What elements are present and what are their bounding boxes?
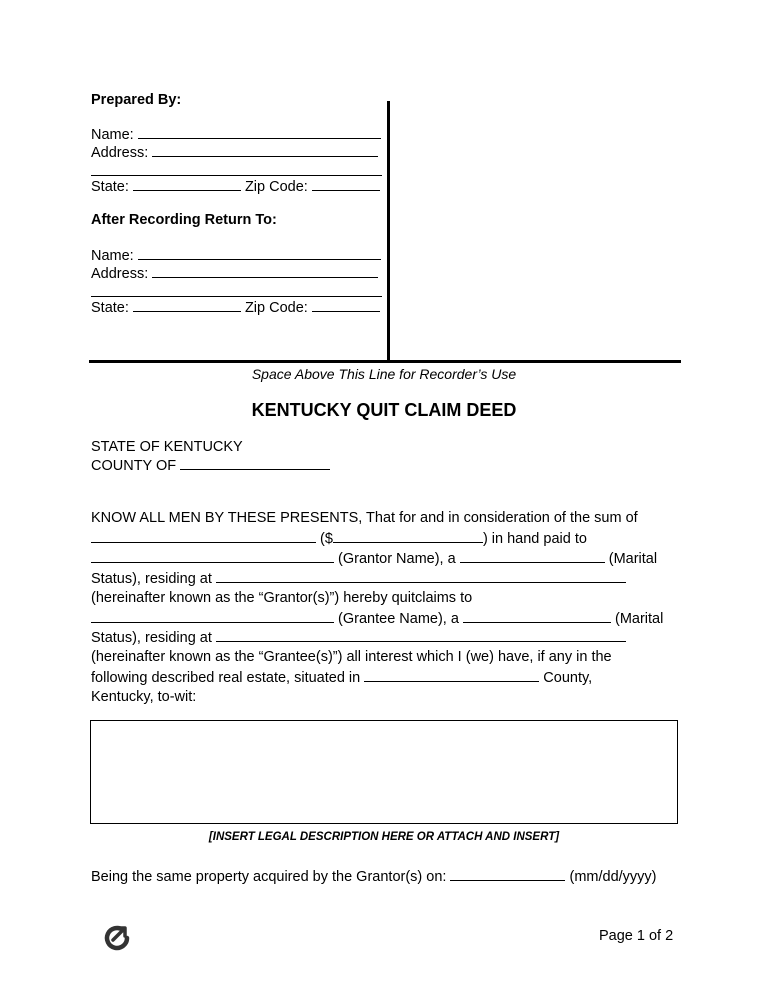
prepared-address-field[interactable] (152, 144, 378, 157)
legal-description-box[interactable] (90, 720, 678, 824)
legal-description-caption: [INSERT LEGAL DESCRIPTION HERE OR ATTACH AND INSERT] (208, 831, 560, 843)
paid-to-label: ) in hand paid to (482, 531, 587, 547)
venue-county-label: COUNTY OF (91, 458, 177, 474)
grantor-marital-field[interactable] (460, 550, 605, 563)
grantee-name-field[interactable] (91, 610, 334, 623)
dollar-label: ($ (320, 531, 333, 547)
prepared-address-label: Address: (91, 145, 149, 161)
prepared-state-row (91, 178, 380, 195)
prepared-by-heading: Prepared By: (91, 92, 182, 108)
grantor-name-field[interactable] (91, 550, 334, 563)
body-line-1: KNOW ALL MEN BY THESE PRESENTS, That for and in consideration of the sum of (91, 510, 638, 526)
document-title: KENTUCKY QUIT CLAIM DEED (251, 400, 517, 420)
venue-state: STATE OF KENTUCKY (91, 439, 243, 455)
prepared-zip-field[interactable] (312, 178, 380, 191)
venue-county-row (91, 457, 330, 474)
body-line-2 (91, 530, 587, 547)
property-county-field[interactable] (364, 669, 539, 682)
grantor-name-label: (Grantor Name), a (338, 551, 456, 567)
grantor-address-field[interactable] (216, 570, 626, 583)
consideration-amount-field[interactable] (333, 530, 483, 543)
prepared-name-row (91, 126, 381, 143)
return-name-row (91, 247, 381, 264)
return-name-label: Name: (91, 248, 134, 264)
return-address-field[interactable] (152, 265, 378, 278)
prepared-state-label: State: (91, 179, 129, 195)
grantee-marital-label: (Marital (614, 611, 664, 627)
recorder-note: Space Above This Line for Recorder’s Use (251, 366, 517, 382)
county-label: County, (543, 670, 593, 686)
venue-county-field[interactable] (180, 457, 330, 470)
return-name-field[interactable] (138, 247, 381, 260)
prepared-name-label: Name: (91, 127, 134, 143)
date-format-label: (mm/dd/yyyy) (569, 869, 657, 885)
acquired-label: Being the same property acquired by the Grantor(s) on: (91, 869, 447, 885)
return-state-row (91, 299, 380, 316)
return-state-field[interactable] (133, 299, 241, 312)
return-zip-label: Zip Code: (244, 300, 308, 316)
grantee-marital-field[interactable] (463, 610, 611, 623)
return-address-line-2[interactable] (91, 296, 382, 297)
grantee-address-field[interactable] (216, 629, 626, 642)
acquired-date-field[interactable] (450, 868, 565, 881)
grantor-marital-label: (Marital (608, 551, 658, 567)
prepared-name-field[interactable] (138, 126, 381, 139)
grantee-name-label: (Grantee Name), a (338, 611, 459, 627)
recorder-vertical-divider (387, 101, 390, 362)
return-to-heading: After Recording Return To: (91, 212, 277, 228)
body-line-5: (hereinafter known as the “Grantor(s)”) hereby quitclaims to (91, 590, 473, 606)
arrow-logo-icon (103, 922, 133, 952)
consideration-words-field[interactable] (91, 530, 316, 543)
prepared-address-row (91, 144, 378, 161)
body-line-3 (91, 550, 657, 567)
recorder-horizontal-divider (89, 360, 681, 363)
return-address-label: Address: (91, 266, 149, 282)
situated-in-label: following described real estate, situated in (91, 670, 361, 686)
return-state-label: State: (91, 300, 129, 316)
page-number: Page 1 of 2 (599, 928, 674, 944)
grantee-residing-label: Status), residing at (91, 630, 212, 646)
return-address-row (91, 265, 378, 282)
body-line-4 (91, 570, 626, 587)
prepared-state-field[interactable] (133, 178, 241, 191)
body-line-7 (91, 629, 626, 646)
body-line-10: Kentucky, to-wit: (91, 689, 197, 705)
body-line-6 (91, 610, 663, 627)
acquired-row (91, 868, 657, 885)
return-zip-field[interactable] (312, 299, 380, 312)
body-line-9 (91, 669, 592, 686)
prepared-address-line-2[interactable] (91, 175, 382, 176)
body-line-8: (hereinafter known as the “Grantee(s)”) all interest which I (we) have, if any in the (91, 649, 612, 665)
grantor-residing-label: Status), residing at (91, 571, 212, 587)
prepared-zip-label: Zip Code: (244, 179, 308, 195)
